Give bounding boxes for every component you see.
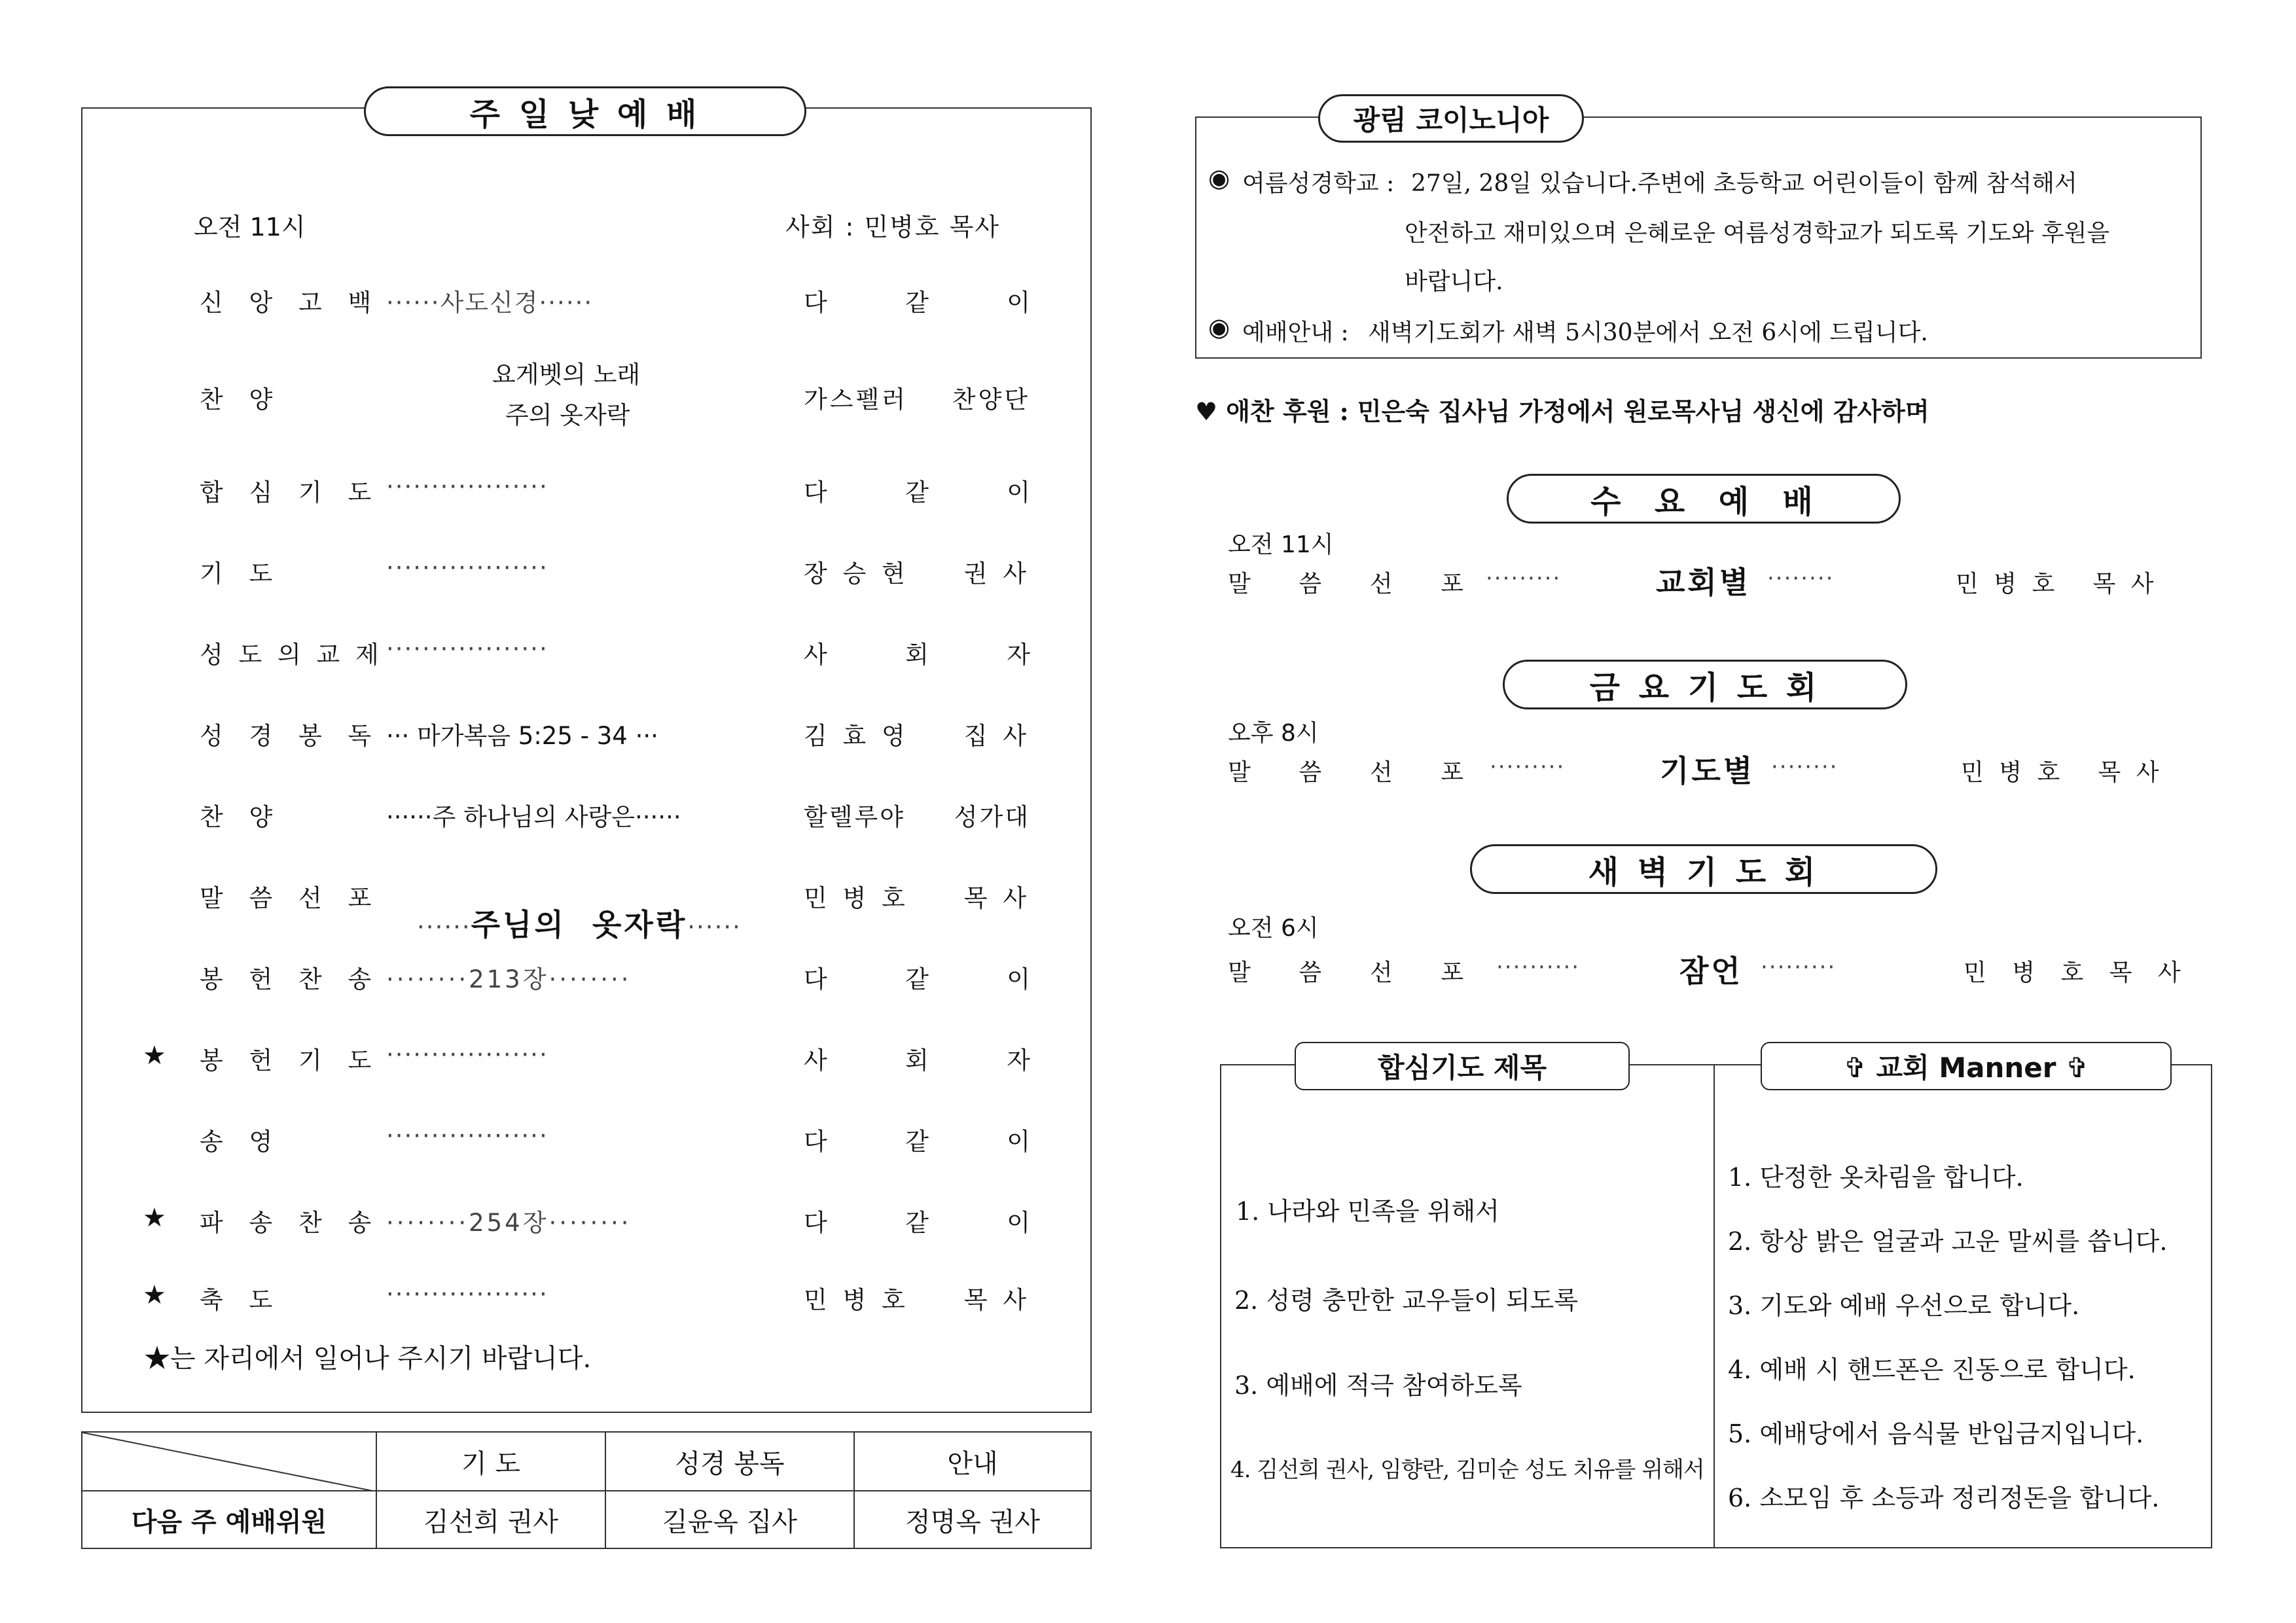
- header-scripture: 성경 봉독: [605, 1432, 854, 1491]
- koinonia-title: 광림 코이노니아: [1318, 94, 1584, 143]
- order-label: 성 도 의 교 제: [200, 641, 383, 669]
- koinonia-item-line: 바랍니다.: [1405, 268, 1503, 295]
- wednesday-sermon: 교회별: [1656, 565, 1751, 600]
- order-person: 가스펠러 찬양단: [804, 385, 1030, 414]
- prayer-topic-item: 4. 김선희 권사, 임향란, 김미순 성도 치유를 위해서: [1230, 1457, 1704, 1483]
- order-person: 사 회 자: [804, 641, 1030, 669]
- bullet-icon: ◉: [1208, 313, 1230, 342]
- dawn-label: 말 씀 선 포: [1228, 959, 1463, 986]
- sunday-service-title: 주 일 낮 예 배: [364, 86, 806, 136]
- order-label: 봉 헌 기 도: [200, 1046, 381, 1075]
- order-person: 김 효 영 집 사: [804, 722, 1030, 750]
- next-week-row-label: 다음 주 예배위원: [82, 1491, 376, 1548]
- order-person: 다 같 이: [804, 289, 1030, 317]
- order-person: 다 같 이: [804, 478, 1030, 507]
- manner-item: 3. 기도와 예배 우선으로 합니다.: [1728, 1291, 2080, 1320]
- order-label: 성 경 봉 독: [200, 722, 381, 750]
- order-person: 다 같 이: [804, 1209, 1030, 1237]
- dawn-time: 오전 6시: [1228, 915, 1319, 942]
- order-content: ··· 마가복음 5:25 - 34 ···: [386, 722, 658, 750]
- order-label: 찬 양: [200, 385, 282, 414]
- prayer-topic-item: 3. 예배에 적극 참여하도록: [1234, 1371, 1522, 1400]
- order-label: 찬 양: [200, 803, 282, 831]
- dawn-dots-left: ··········: [1496, 954, 1581, 980]
- stand-footnote: ★는 자리에서 일어나 주시기 바랍니다.: [144, 1344, 592, 1374]
- order-label: 파 송 찬 송: [200, 1209, 381, 1237]
- next-week-usher: 정명옥 권사: [854, 1491, 1091, 1548]
- manner-item: 5. 예배당에서 음식물 반입금지입니다.: [1728, 1419, 2144, 1448]
- prayer-topics-title: 합심기도 제목: [1295, 1042, 1630, 1090]
- order-content: ··················: [386, 473, 548, 501]
- order-content: ··················: [386, 554, 548, 582]
- service-leader: 사회 : 민병호 목사: [785, 213, 1000, 241]
- order-content: ··················: [386, 1041, 548, 1069]
- dawn-dots-right: ·········: [1761, 954, 1837, 980]
- order-person: 장 승 현 권 사: [804, 560, 1030, 588]
- order-content: ······주님의 옷자락······: [417, 907, 742, 942]
- wednesday-title: 수 요 예 배: [1507, 474, 1901, 524]
- koinonia-item-line: 안전하고 재미있으며 은혜로운 여름성경학교가 되도록 기도와 후원을: [1405, 220, 2110, 247]
- koinonia-item-label: 예배안내 :: [1242, 319, 1349, 346]
- next-week-scripture: 길윤옥 집사: [605, 1491, 854, 1548]
- bullet-icon: ◉: [1208, 164, 1230, 192]
- friday-sermon: 기도별: [1660, 753, 1755, 789]
- koinonia-item-line: 27일, 28일 있습니다.주변에 초등학교 어린이들이 함께 참석해서: [1411, 170, 2077, 197]
- wednesday-label: 말 씀 선 포: [1228, 571, 1463, 597]
- koinonia-item-label: 여름성경학교 :: [1242, 170, 1395, 197]
- wednesday-time: 오전 11시: [1228, 531, 1334, 558]
- order-label: 기 도: [200, 560, 282, 588]
- manner-title: ✞ 교회 Manner ✞: [1761, 1042, 2172, 1090]
- order-content: ········254장········: [386, 1209, 632, 1237]
- diagonal-cell: [82, 1432, 376, 1491]
- dawn-person: 민 병 호 목 사: [1964, 959, 2190, 986]
- order-label: 축 도: [200, 1286, 282, 1314]
- order-person: 사 회 자: [804, 1046, 1030, 1075]
- stand-star: ★: [143, 1280, 166, 1310]
- order-label: 합 심 기 도: [200, 478, 381, 507]
- friday-time: 오후 8시: [1228, 720, 1319, 747]
- header-usher: 안내: [854, 1432, 1091, 1491]
- next-week-table: [81, 1431, 1092, 1549]
- order-content: ······사도신경······: [386, 289, 594, 317]
- service-time: 오전 11시: [194, 213, 306, 241]
- sermon-title: 주님의 옷자락: [471, 907, 688, 942]
- manner-item: 2. 항상 밝은 얼굴과 고운 말씨를 씁니다.: [1728, 1227, 2168, 1256]
- order-person: 할렐루야 성가대: [804, 803, 1030, 831]
- support-note: ♥ 애찬 후원 : 민은숙 집사님 가정에서 원로목사님 생신에 감사하며: [1195, 397, 1929, 426]
- order-person: 민 병 호 목 사: [804, 884, 1030, 912]
- order-label: 말 씀 선 포: [200, 884, 381, 912]
- prayer-topic-item: 2. 성령 충만한 교우들이 되도록: [1234, 1286, 1579, 1315]
- order-content: ······주 하나님의 사랑은······: [386, 803, 681, 831]
- next-week-prayer: 김선희 권사: [376, 1491, 605, 1548]
- diagonal-line: [82, 1433, 376, 1491]
- manner-item: 4. 예배 시 핸드폰은 진동으로 합니다.: [1728, 1355, 2136, 1384]
- wednesday-dots-left: ·········: [1486, 565, 1562, 592]
- friday-dots-left: ·········: [1490, 754, 1566, 780]
- order-content: ··················: [386, 1280, 548, 1308]
- manner-item: 1. 단정한 옷차림을 합니다.: [1728, 1163, 2024, 1192]
- dawn-title: 새 벽 기 도 회: [1470, 844, 1937, 894]
- friday-label: 말 씀 선 포: [1228, 759, 1463, 786]
- order-content: ··················: [386, 635, 548, 663]
- header-prayer: 기 도: [376, 1432, 605, 1491]
- friday-person: 민 병 호 목 사: [1961, 759, 2163, 786]
- stand-star: ★: [143, 1041, 166, 1071]
- order-person: 다 같 이: [804, 965, 1030, 993]
- wednesday-person: 민 병 호 목 사: [1956, 571, 2158, 597]
- koinonia-item-line: 새벽기도회가 새벽 5시30분에서 오전 6시에 드립니다.: [1368, 319, 1928, 346]
- order-label: 신 앙 고 백: [200, 289, 381, 317]
- wednesday-dots-right: ········: [1767, 565, 1835, 592]
- order-content: ········213장········: [386, 965, 632, 993]
- order-label: 송 영: [200, 1128, 282, 1156]
- manner-item: 6. 소모임 후 소등과 정리정돈을 합니다.: [1728, 1484, 2160, 1512]
- order-content-line1: 요게벳의 노래: [492, 361, 641, 389]
- friday-dots-right: ········: [1771, 754, 1839, 780]
- stand-star: ★: [143, 1203, 166, 1233]
- order-person: 민 병 호 목 사: [804, 1286, 1030, 1314]
- order-label: 봉 헌 찬 송: [200, 965, 381, 993]
- order-content: ··················: [386, 1122, 548, 1150]
- order-person: 다 같 이: [804, 1128, 1030, 1156]
- dawn-sermon: 잠언: [1679, 954, 1743, 989]
- order-content-line2: 주의 옷자락: [505, 401, 630, 429]
- prayer-topic-item: 1. 나라와 민족을 위해서: [1236, 1197, 1499, 1226]
- friday-title: 금 요 기 도 회: [1503, 660, 1907, 709]
